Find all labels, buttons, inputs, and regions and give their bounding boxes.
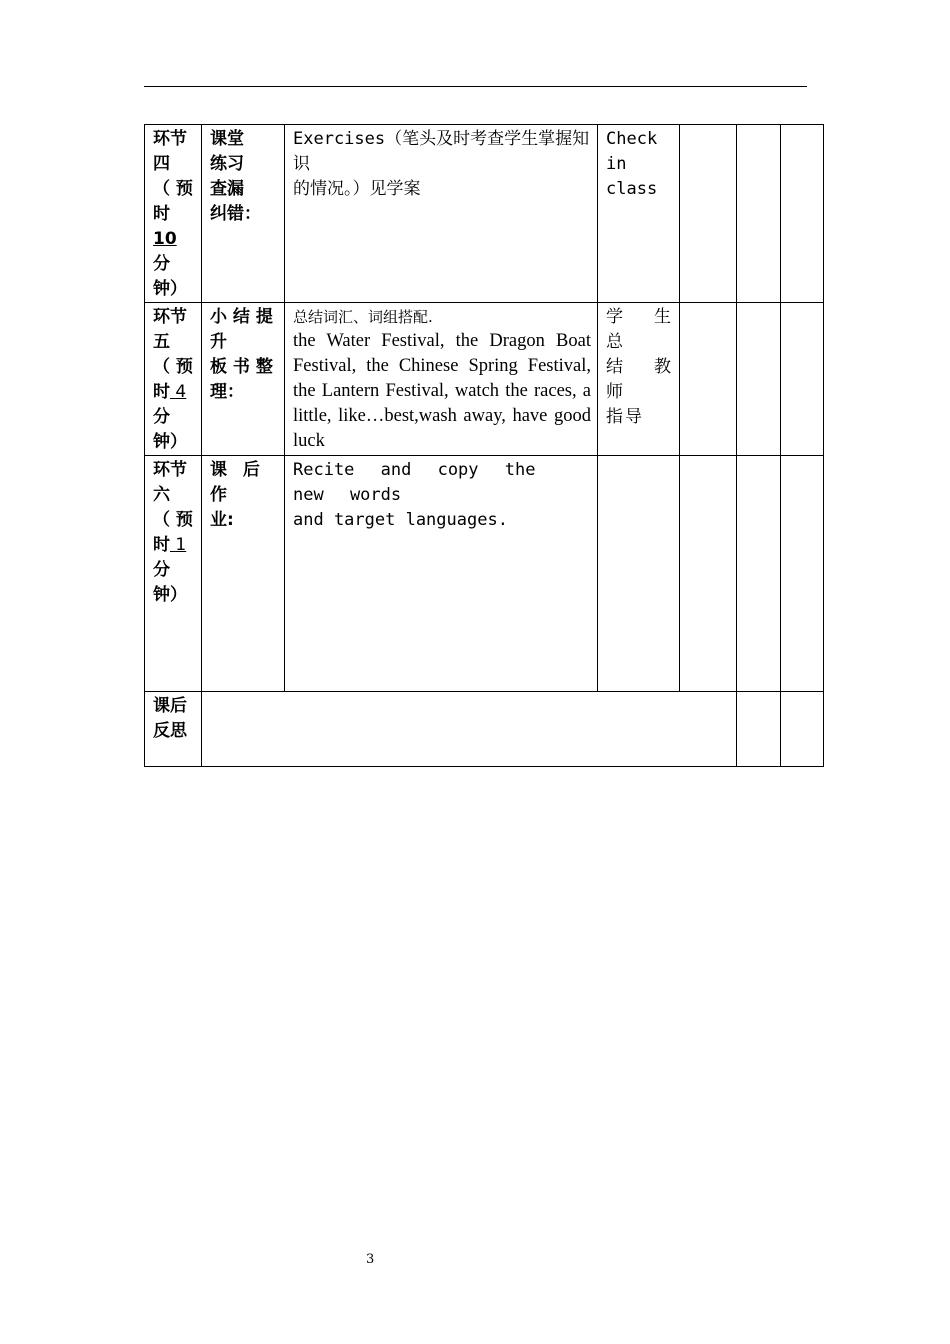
title-line: 板 书 整 [210, 357, 273, 377]
title-line: 小 结 提 [210, 307, 273, 327]
stage-line: 钟） [153, 585, 187, 605]
activity-line: 学 生 总 [606, 307, 673, 352]
title-line: 升 [210, 332, 227, 352]
empty-cell [737, 303, 781, 456]
empty-cell [737, 125, 781, 303]
activity-cell [598, 125, 680, 303]
content-line: and target languages. [293, 510, 508, 530]
title-line: 查漏 [210, 179, 244, 199]
title-line: 纠错： [210, 204, 261, 224]
reflection-content-cell [202, 692, 737, 767]
activity-cell [598, 303, 680, 456]
empty-cell [680, 303, 737, 456]
stage-line: 环节 [153, 460, 187, 480]
stage-line: （ 预 [153, 510, 193, 530]
table-row [145, 125, 824, 303]
stage-cell [145, 303, 202, 456]
stage-line [153, 380, 195, 405]
activity-line: 指导 [606, 407, 644, 427]
empty-cell [781, 303, 824, 456]
title-line: 理： [210, 382, 244, 402]
table-row [145, 692, 824, 767]
content-summary: 总结词汇、词组搭配. [293, 308, 433, 326]
stage-line: 钟） [153, 432, 187, 452]
activity-line: 结 教 师 [606, 357, 673, 402]
content-line: Exercises（笔头及时考查学生掌握知识 [293, 129, 590, 174]
table-row [145, 303, 824, 456]
stage-line: 时 [153, 204, 170, 224]
stage-cell [145, 456, 202, 692]
content-line: Recite and copy the new words [293, 460, 536, 505]
header-rule [144, 86, 807, 87]
stage-line: 环节 [153, 307, 187, 327]
content-phrases: the Water Festival, the Dragon Boat Festival, the Chinese Spring Festival, the Lantern Festival, watch the races, a little, like…best,wash away, have good luck [293, 331, 591, 451]
content-line: 的情况。）见学案 [293, 179, 421, 199]
empty-cell [680, 456, 737, 692]
title-line: 课 后 作 [210, 460, 265, 505]
stage-line [153, 533, 195, 558]
section-title-cell [202, 456, 285, 692]
stage-minutes: 10 [153, 229, 177, 249]
stage-line: 反思 [153, 721, 187, 741]
stage-line: 分 [153, 254, 170, 274]
section-title-cell [202, 303, 285, 456]
stage-line: 六 [153, 485, 170, 505]
stage-line: 钟） [153, 279, 187, 299]
page-number: 3 [366, 1252, 375, 1267]
empty-cell [598, 456, 680, 692]
stage-time-prefix: 时 [153, 382, 170, 402]
content-cell [285, 456, 598, 692]
table-row [145, 456, 824, 692]
empty-cell [781, 125, 824, 303]
stage-line: 分 [153, 407, 170, 427]
stage-minutes: 4 [175, 382, 187, 402]
empty-cell [737, 692, 781, 767]
activity-line: Check [606, 129, 658, 149]
empty-cell [680, 125, 737, 303]
section-title-cell [202, 125, 285, 303]
empty-cell [781, 456, 824, 692]
stage-line: 四 [153, 154, 170, 174]
title-line: 业: [210, 510, 234, 530]
stage-line: 课后 [153, 696, 187, 716]
content-cell [285, 125, 598, 303]
reflection-label-cell [145, 692, 202, 767]
stage-line: 五 [153, 332, 170, 352]
stage-line: 环节 [153, 129, 187, 149]
stage-line: （ 预 [153, 357, 193, 377]
content-cell [285, 303, 598, 456]
stage-line: 分 [153, 560, 170, 580]
stage-time-prefix: 时 [153, 535, 170, 555]
lesson-plan-table [144, 124, 824, 767]
title-line: 课堂 [210, 129, 244, 149]
title-line: 练习 [210, 154, 244, 174]
stage-line: （ 预 [153, 179, 193, 199]
activity-line: class [606, 179, 658, 199]
activity-line: in [606, 154, 627, 174]
stage-minutes: 1 [175, 535, 187, 555]
stage-cell [145, 125, 202, 303]
empty-cell [737, 456, 781, 692]
empty-cell [781, 692, 824, 767]
